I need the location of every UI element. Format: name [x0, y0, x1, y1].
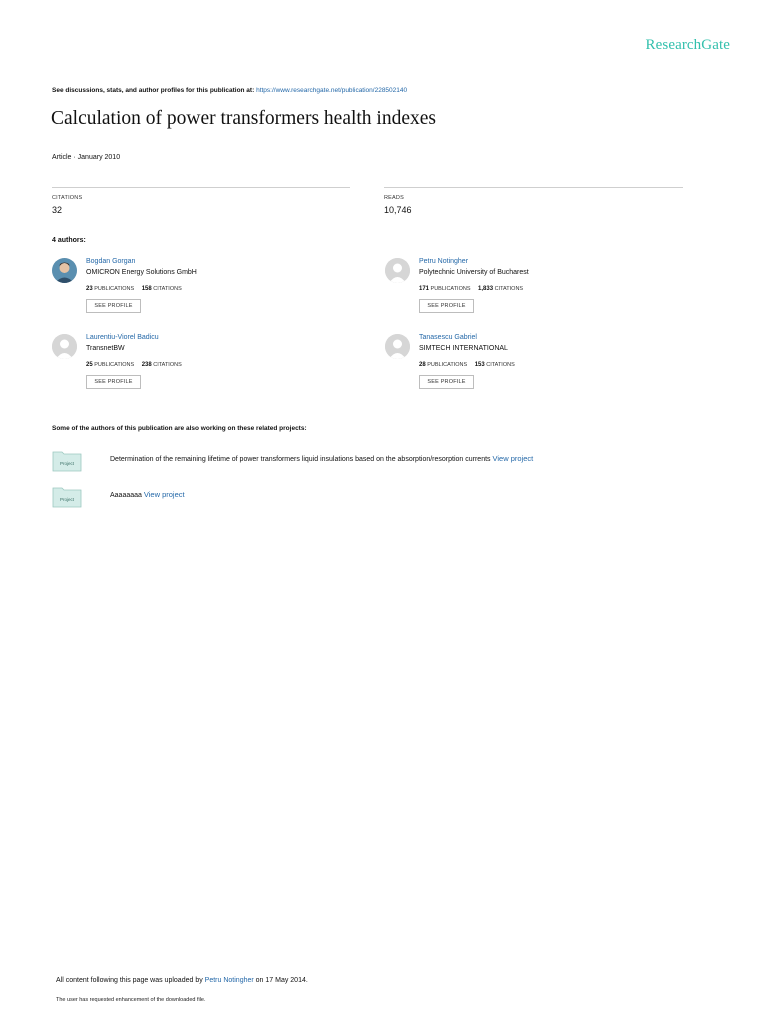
author-stats — [86, 286, 182, 292]
author-institution: SIMTECH INTERNATIONAL — [419, 345, 508, 352]
view-project-link[interactable]: View project — [492, 454, 534, 463]
citations-count: 32 — [52, 205, 63, 215]
upload-notice — [56, 977, 308, 984]
reads-divider — [384, 187, 683, 188]
discussion-text: See discussions, stats, and author profiles for this publication at: — [52, 87, 255, 94]
enhancement-note: The user has requested enhancement of the downloaded file. — [56, 997, 206, 1003]
citations-count: 1,833 — [478, 286, 494, 292]
author-card — [52, 258, 352, 328]
see-profile-button[interactable]: SEE PROFILE — [86, 299, 141, 313]
project-title: Determination of the remaining lifetime of power transformers liquid insulations based on the absorption/resorption currents — [110, 456, 491, 463]
publications-label: PUBLICATIONS — [430, 286, 471, 292]
citations-count: 153 — [474, 362, 485, 368]
publications-count: 171 — [419, 286, 430, 292]
author-photo-icon — [52, 258, 77, 283]
citations-label: CITATIONS — [494, 286, 524, 292]
author-institution: Polytechnic University of Bucharest — [419, 269, 529, 276]
project-description — [110, 454, 533, 463]
project-title: Aaaaaaaa — [110, 492, 142, 499]
author-card — [385, 334, 685, 404]
avatar[interactable] — [52, 334, 77, 359]
author-card — [52, 334, 352, 404]
author-stats — [86, 362, 182, 368]
author-stats — [419, 286, 523, 292]
project-tag: Project — [59, 461, 75, 466]
project-folder-icon — [52, 450, 82, 472]
citations-divider — [52, 187, 350, 188]
project-folder-icon — [52, 486, 82, 508]
author-name[interactable]: Tanasescu Gabriel — [419, 334, 477, 341]
researchgate-logo[interactable]: ResearchGate — [645, 37, 730, 53]
avatar[interactable] — [385, 258, 410, 283]
page-title: Calculation of power transformers health indexes — [51, 108, 437, 129]
project-description — [110, 490, 185, 499]
project-item — [52, 486, 692, 510]
citations-label: CITATIONS — [153, 286, 182, 292]
publications-count: 23 — [86, 286, 93, 292]
author-card — [385, 258, 685, 328]
citations-label: CITATIONS — [52, 195, 83, 201]
default-avatar-icon — [385, 334, 410, 359]
publications-label: PUBLICATIONS — [427, 362, 468, 368]
author-institution: TransnetBW — [86, 345, 125, 352]
see-profile-button[interactable]: SEE PROFILE — [86, 375, 141, 389]
default-avatar-icon — [52, 334, 77, 359]
reads-count: 10,746 — [384, 205, 412, 215]
publications-label: PUBLICATIONS — [94, 286, 135, 292]
uploader-link[interactable]: Petru Notingher — [204, 977, 254, 984]
see-profile-button[interactable]: SEE PROFILE — [419, 299, 474, 313]
publication-link[interactable]: https://www.researchgate.net/publication/228502140 — [256, 87, 408, 94]
citations-count: 158 — [141, 286, 152, 292]
reads-label: READS — [384, 195, 404, 201]
related-projects-label: Some of the authors of this publication are also working on these related projects: — [52, 425, 307, 432]
see-profile-button[interactable]: SEE PROFILE — [419, 375, 474, 389]
citations-label: CITATIONS — [486, 362, 515, 368]
author-name[interactable]: Petru Notingher — [419, 258, 469, 265]
authors-label: 4 authors: — [52, 237, 86, 244]
upload-prefix: All content following this page was uploaded by — [56, 977, 203, 984]
author-name[interactable]: Bogdan Gorgan — [86, 258, 136, 265]
project-tag: Project — [59, 497, 75, 502]
publications-count: 25 — [86, 362, 93, 368]
author-stats — [419, 362, 515, 368]
citations-count: 238 — [141, 362, 152, 368]
citations-label: CITATIONS — [153, 362, 182, 368]
publications-label: PUBLICATIONS — [94, 362, 135, 368]
avatar[interactable] — [385, 334, 410, 359]
discussion-line — [52, 87, 407, 94]
author-institution: OMICRON Energy Solutions GmbH — [86, 269, 197, 276]
author-name[interactable]: Laurentiu-Viorel Badicu — [86, 334, 159, 341]
project-item — [52, 450, 692, 474]
default-avatar-icon — [385, 258, 410, 283]
avatar[interactable] — [52, 258, 77, 283]
upload-suffix: on 17 May 2014. — [255, 977, 308, 984]
publications-count: 28 — [419, 362, 426, 368]
view-project-link[interactable]: View project — [143, 490, 185, 499]
article-meta: Article · January 2010 — [52, 154, 121, 161]
